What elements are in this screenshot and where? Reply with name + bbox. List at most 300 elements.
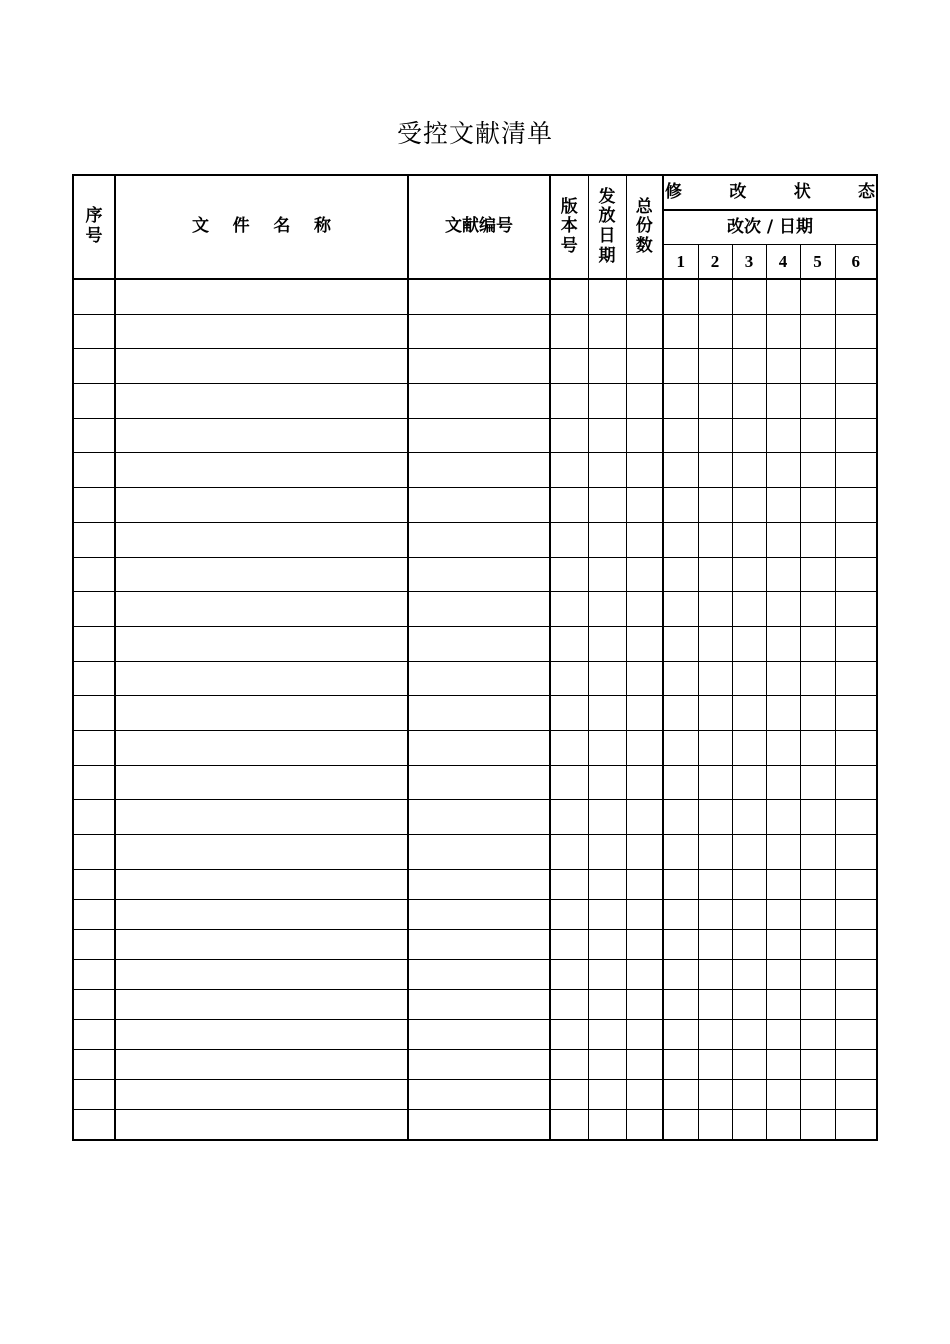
cell-revision-3[interactable] bbox=[732, 384, 766, 419]
cell-revision-6[interactable] bbox=[835, 418, 877, 453]
cell-file-name[interactable] bbox=[115, 1049, 408, 1079]
cell-doc-code[interactable] bbox=[408, 1109, 550, 1140]
cell-revision-1[interactable] bbox=[663, 592, 698, 627]
cell-seq[interactable] bbox=[73, 730, 115, 765]
cell-version[interactable] bbox=[550, 929, 588, 959]
cell-revision-1[interactable] bbox=[663, 1079, 698, 1109]
cell-revision-5[interactable] bbox=[800, 384, 835, 419]
cell-seq[interactable] bbox=[73, 835, 115, 870]
cell-revision-5[interactable] bbox=[800, 989, 835, 1019]
cell-revision-4[interactable] bbox=[766, 899, 800, 929]
cell-version[interactable] bbox=[550, 800, 588, 835]
cell-revision-1[interactable] bbox=[663, 929, 698, 959]
cell-seq[interactable] bbox=[73, 1079, 115, 1109]
cell-revision-3[interactable] bbox=[732, 730, 766, 765]
cell-revision-3[interactable] bbox=[732, 314, 766, 349]
cell-revision-4[interactable] bbox=[766, 557, 800, 592]
cell-revision-4[interactable] bbox=[766, 488, 800, 523]
cell-revision-1[interactable] bbox=[663, 418, 698, 453]
cell-version[interactable] bbox=[550, 1049, 588, 1079]
cell-issue-date[interactable] bbox=[588, 730, 626, 765]
cell-revision-2[interactable] bbox=[698, 899, 732, 929]
cell-revision-6[interactable] bbox=[835, 522, 877, 557]
cell-revision-1[interactable] bbox=[663, 661, 698, 696]
cell-doc-code[interactable] bbox=[408, 869, 550, 899]
cell-doc-code[interactable] bbox=[408, 557, 550, 592]
cell-revision-4[interactable] bbox=[766, 522, 800, 557]
cell-revision-6[interactable] bbox=[835, 557, 877, 592]
cell-doc-code[interactable] bbox=[408, 661, 550, 696]
cell-revision-1[interactable] bbox=[663, 557, 698, 592]
cell-revision-1[interactable] bbox=[663, 349, 698, 384]
cell-issue-date[interactable] bbox=[588, 592, 626, 627]
cell-revision-5[interactable] bbox=[800, 279, 835, 314]
cell-file-name[interactable] bbox=[115, 384, 408, 419]
cell-file-name[interactable] bbox=[115, 1019, 408, 1049]
cell-seq[interactable] bbox=[73, 1049, 115, 1079]
cell-revision-5[interactable] bbox=[800, 835, 835, 870]
cell-revision-6[interactable] bbox=[835, 453, 877, 488]
cell-issue-date[interactable] bbox=[588, 626, 626, 661]
cell-seq[interactable] bbox=[73, 626, 115, 661]
cell-seq[interactable] bbox=[73, 1019, 115, 1049]
cell-doc-code[interactable] bbox=[408, 1019, 550, 1049]
cell-revision-2[interactable] bbox=[698, 557, 732, 592]
cell-revision-5[interactable] bbox=[800, 1049, 835, 1079]
cell-revision-4[interactable] bbox=[766, 730, 800, 765]
cell-revision-5[interactable] bbox=[800, 959, 835, 989]
cell-revision-6[interactable] bbox=[835, 592, 877, 627]
cell-file-name[interactable] bbox=[115, 661, 408, 696]
cell-issue-date[interactable] bbox=[588, 279, 626, 314]
cell-issue-date[interactable] bbox=[588, 661, 626, 696]
cell-issue-date[interactable] bbox=[588, 1049, 626, 1079]
cell-total-copies[interactable] bbox=[626, 418, 663, 453]
cell-revision-1[interactable] bbox=[663, 279, 698, 314]
cell-total-copies[interactable] bbox=[626, 765, 663, 800]
cell-total-copies[interactable] bbox=[626, 929, 663, 959]
cell-doc-code[interactable] bbox=[408, 989, 550, 1019]
cell-version[interactable] bbox=[550, 349, 588, 384]
cell-issue-date[interactable] bbox=[588, 765, 626, 800]
cell-revision-1[interactable] bbox=[663, 1019, 698, 1049]
cell-revision-6[interactable] bbox=[835, 765, 877, 800]
cell-revision-2[interactable] bbox=[698, 696, 732, 731]
cell-file-name[interactable] bbox=[115, 765, 408, 800]
cell-revision-3[interactable] bbox=[732, 1019, 766, 1049]
cell-version[interactable] bbox=[550, 661, 588, 696]
cell-version[interactable] bbox=[550, 869, 588, 899]
cell-doc-code[interactable] bbox=[408, 1079, 550, 1109]
cell-revision-3[interactable] bbox=[732, 835, 766, 870]
cell-revision-5[interactable] bbox=[800, 418, 835, 453]
cell-revision-1[interactable] bbox=[663, 384, 698, 419]
cell-version[interactable] bbox=[550, 730, 588, 765]
cell-revision-3[interactable] bbox=[732, 488, 766, 523]
cell-seq[interactable] bbox=[73, 279, 115, 314]
cell-revision-6[interactable] bbox=[835, 1019, 877, 1049]
cell-revision-2[interactable] bbox=[698, 314, 732, 349]
cell-version[interactable] bbox=[550, 522, 588, 557]
cell-total-copies[interactable] bbox=[626, 522, 663, 557]
cell-seq[interactable] bbox=[73, 800, 115, 835]
cell-revision-1[interactable] bbox=[663, 899, 698, 929]
cell-total-copies[interactable] bbox=[626, 696, 663, 731]
cell-file-name[interactable] bbox=[115, 989, 408, 1019]
cell-file-name[interactable] bbox=[115, 314, 408, 349]
cell-version[interactable] bbox=[550, 1019, 588, 1049]
cell-revision-6[interactable] bbox=[835, 314, 877, 349]
cell-issue-date[interactable] bbox=[588, 384, 626, 419]
cell-total-copies[interactable] bbox=[626, 1109, 663, 1140]
cell-file-name[interactable] bbox=[115, 626, 408, 661]
cell-revision-3[interactable] bbox=[732, 1049, 766, 1079]
cell-revision-2[interactable] bbox=[698, 279, 732, 314]
cell-file-name[interactable] bbox=[115, 696, 408, 731]
cell-version[interactable] bbox=[550, 557, 588, 592]
cell-issue-date[interactable] bbox=[588, 989, 626, 1019]
cell-revision-3[interactable] bbox=[732, 522, 766, 557]
cell-seq[interactable] bbox=[73, 314, 115, 349]
cell-revision-1[interactable] bbox=[663, 869, 698, 899]
cell-revision-3[interactable] bbox=[732, 959, 766, 989]
cell-revision-5[interactable] bbox=[800, 765, 835, 800]
cell-revision-1[interactable] bbox=[663, 522, 698, 557]
cell-doc-code[interactable] bbox=[408, 418, 550, 453]
cell-version[interactable] bbox=[550, 959, 588, 989]
cell-revision-2[interactable] bbox=[698, 626, 732, 661]
cell-file-name[interactable] bbox=[115, 1109, 408, 1140]
cell-revision-3[interactable] bbox=[732, 279, 766, 314]
cell-doc-code[interactable] bbox=[408, 899, 550, 929]
cell-revision-5[interactable] bbox=[800, 349, 835, 384]
cell-revision-2[interactable] bbox=[698, 418, 732, 453]
cell-revision-1[interactable] bbox=[663, 314, 698, 349]
cell-issue-date[interactable] bbox=[588, 1109, 626, 1140]
cell-revision-2[interactable] bbox=[698, 453, 732, 488]
cell-revision-1[interactable] bbox=[663, 835, 698, 870]
cell-revision-3[interactable] bbox=[732, 557, 766, 592]
cell-file-name[interactable] bbox=[115, 522, 408, 557]
cell-revision-3[interactable] bbox=[732, 349, 766, 384]
cell-total-copies[interactable] bbox=[626, 661, 663, 696]
cell-revision-5[interactable] bbox=[800, 800, 835, 835]
cell-seq[interactable] bbox=[73, 1109, 115, 1140]
cell-doc-code[interactable] bbox=[408, 626, 550, 661]
cell-revision-2[interactable] bbox=[698, 1049, 732, 1079]
cell-revision-1[interactable] bbox=[663, 453, 698, 488]
cell-total-copies[interactable] bbox=[626, 1049, 663, 1079]
cell-revision-6[interactable] bbox=[835, 384, 877, 419]
cell-total-copies[interactable] bbox=[626, 989, 663, 1019]
cell-file-name[interactable] bbox=[115, 592, 408, 627]
cell-seq[interactable] bbox=[73, 765, 115, 800]
cell-revision-4[interactable] bbox=[766, 989, 800, 1019]
cell-revision-2[interactable] bbox=[698, 929, 732, 959]
cell-revision-6[interactable] bbox=[835, 869, 877, 899]
cell-issue-date[interactable] bbox=[588, 418, 626, 453]
cell-revision-3[interactable] bbox=[732, 1109, 766, 1140]
cell-file-name[interactable] bbox=[115, 800, 408, 835]
cell-revision-5[interactable] bbox=[800, 869, 835, 899]
cell-revision-6[interactable] bbox=[835, 661, 877, 696]
cell-file-name[interactable] bbox=[115, 488, 408, 523]
cell-total-copies[interactable] bbox=[626, 592, 663, 627]
cell-revision-4[interactable] bbox=[766, 1109, 800, 1140]
cell-revision-4[interactable] bbox=[766, 696, 800, 731]
cell-revision-6[interactable] bbox=[835, 1049, 877, 1079]
cell-version[interactable] bbox=[550, 418, 588, 453]
cell-issue-date[interactable] bbox=[588, 959, 626, 989]
cell-revision-1[interactable] bbox=[663, 1049, 698, 1079]
cell-issue-date[interactable] bbox=[588, 453, 626, 488]
cell-issue-date[interactable] bbox=[588, 835, 626, 870]
cell-total-copies[interactable] bbox=[626, 730, 663, 765]
cell-doc-code[interactable] bbox=[408, 453, 550, 488]
cell-total-copies[interactable] bbox=[626, 384, 663, 419]
cell-doc-code[interactable] bbox=[408, 800, 550, 835]
cell-revision-3[interactable] bbox=[732, 869, 766, 899]
cell-version[interactable] bbox=[550, 989, 588, 1019]
cell-total-copies[interactable] bbox=[626, 1079, 663, 1109]
cell-revision-1[interactable] bbox=[663, 959, 698, 989]
cell-revision-5[interactable] bbox=[800, 899, 835, 929]
cell-file-name[interactable] bbox=[115, 418, 408, 453]
cell-revision-3[interactable] bbox=[732, 1079, 766, 1109]
cell-doc-code[interactable] bbox=[408, 765, 550, 800]
cell-revision-4[interactable] bbox=[766, 626, 800, 661]
cell-seq[interactable] bbox=[73, 349, 115, 384]
cell-revision-3[interactable] bbox=[732, 453, 766, 488]
cell-revision-3[interactable] bbox=[732, 626, 766, 661]
cell-revision-4[interactable] bbox=[766, 1049, 800, 1079]
cell-revision-6[interactable] bbox=[835, 800, 877, 835]
cell-doc-code[interactable] bbox=[408, 592, 550, 627]
cell-revision-2[interactable] bbox=[698, 661, 732, 696]
cell-file-name[interactable] bbox=[115, 279, 408, 314]
cell-file-name[interactable] bbox=[115, 899, 408, 929]
cell-revision-5[interactable] bbox=[800, 1019, 835, 1049]
cell-revision-5[interactable] bbox=[800, 1079, 835, 1109]
cell-seq[interactable] bbox=[73, 959, 115, 989]
cell-seq[interactable] bbox=[73, 557, 115, 592]
cell-total-copies[interactable] bbox=[626, 1019, 663, 1049]
cell-revision-4[interactable] bbox=[766, 279, 800, 314]
cell-issue-date[interactable] bbox=[588, 899, 626, 929]
cell-revision-4[interactable] bbox=[766, 835, 800, 870]
cell-total-copies[interactable] bbox=[626, 869, 663, 899]
cell-revision-5[interactable] bbox=[800, 661, 835, 696]
cell-issue-date[interactable] bbox=[588, 696, 626, 731]
cell-revision-2[interactable] bbox=[698, 522, 732, 557]
cell-revision-6[interactable] bbox=[835, 929, 877, 959]
cell-version[interactable] bbox=[550, 765, 588, 800]
cell-total-copies[interactable] bbox=[626, 453, 663, 488]
cell-revision-3[interactable] bbox=[732, 929, 766, 959]
cell-revision-5[interactable] bbox=[800, 592, 835, 627]
cell-version[interactable] bbox=[550, 488, 588, 523]
cell-revision-5[interactable] bbox=[800, 1109, 835, 1140]
cell-issue-date[interactable] bbox=[588, 929, 626, 959]
cell-revision-3[interactable] bbox=[732, 765, 766, 800]
cell-revision-2[interactable] bbox=[698, 592, 732, 627]
cell-revision-2[interactable] bbox=[698, 1019, 732, 1049]
cell-revision-2[interactable] bbox=[698, 869, 732, 899]
cell-file-name[interactable] bbox=[115, 730, 408, 765]
cell-revision-4[interactable] bbox=[766, 418, 800, 453]
cell-doc-code[interactable] bbox=[408, 929, 550, 959]
cell-revision-6[interactable] bbox=[835, 488, 877, 523]
cell-revision-2[interactable] bbox=[698, 989, 732, 1019]
cell-issue-date[interactable] bbox=[588, 1079, 626, 1109]
cell-revision-5[interactable] bbox=[800, 626, 835, 661]
cell-revision-5[interactable] bbox=[800, 696, 835, 731]
cell-doc-code[interactable] bbox=[408, 522, 550, 557]
cell-revision-2[interactable] bbox=[698, 1079, 732, 1109]
cell-revision-4[interactable] bbox=[766, 765, 800, 800]
cell-seq[interactable] bbox=[73, 418, 115, 453]
cell-revision-6[interactable] bbox=[835, 626, 877, 661]
cell-revision-1[interactable] bbox=[663, 488, 698, 523]
cell-file-name[interactable] bbox=[115, 835, 408, 870]
cell-version[interactable] bbox=[550, 626, 588, 661]
cell-total-copies[interactable] bbox=[626, 959, 663, 989]
cell-file-name[interactable] bbox=[115, 929, 408, 959]
cell-revision-2[interactable] bbox=[698, 835, 732, 870]
cell-revision-4[interactable] bbox=[766, 929, 800, 959]
cell-seq[interactable] bbox=[73, 661, 115, 696]
cell-revision-4[interactable] bbox=[766, 349, 800, 384]
cell-revision-6[interactable] bbox=[835, 835, 877, 870]
cell-revision-1[interactable] bbox=[663, 730, 698, 765]
cell-seq[interactable] bbox=[73, 989, 115, 1019]
cell-total-copies[interactable] bbox=[626, 835, 663, 870]
cell-revision-5[interactable] bbox=[800, 314, 835, 349]
cell-revision-2[interactable] bbox=[698, 349, 732, 384]
cell-version[interactable] bbox=[550, 1079, 588, 1109]
cell-total-copies[interactable] bbox=[626, 488, 663, 523]
cell-seq[interactable] bbox=[73, 929, 115, 959]
cell-seq[interactable] bbox=[73, 488, 115, 523]
cell-seq[interactable] bbox=[73, 522, 115, 557]
cell-version[interactable] bbox=[550, 279, 588, 314]
cell-issue-date[interactable] bbox=[588, 522, 626, 557]
cell-revision-4[interactable] bbox=[766, 800, 800, 835]
cell-version[interactable] bbox=[550, 835, 588, 870]
cell-issue-date[interactable] bbox=[588, 800, 626, 835]
cell-version[interactable] bbox=[550, 314, 588, 349]
cell-revision-6[interactable] bbox=[835, 899, 877, 929]
cell-revision-2[interactable] bbox=[698, 800, 732, 835]
cell-revision-1[interactable] bbox=[663, 626, 698, 661]
cell-revision-2[interactable] bbox=[698, 959, 732, 989]
cell-doc-code[interactable] bbox=[408, 349, 550, 384]
cell-issue-date[interactable] bbox=[588, 488, 626, 523]
cell-doc-code[interactable] bbox=[408, 1049, 550, 1079]
cell-revision-5[interactable] bbox=[800, 557, 835, 592]
cell-issue-date[interactable] bbox=[588, 869, 626, 899]
cell-file-name[interactable] bbox=[115, 959, 408, 989]
cell-version[interactable] bbox=[550, 592, 588, 627]
cell-doc-code[interactable] bbox=[408, 959, 550, 989]
cell-revision-2[interactable] bbox=[698, 488, 732, 523]
cell-total-copies[interactable] bbox=[626, 899, 663, 929]
cell-issue-date[interactable] bbox=[588, 349, 626, 384]
cell-revision-4[interactable] bbox=[766, 314, 800, 349]
cell-revision-4[interactable] bbox=[766, 384, 800, 419]
cell-revision-1[interactable] bbox=[663, 989, 698, 1019]
cell-revision-5[interactable] bbox=[800, 488, 835, 523]
cell-revision-6[interactable] bbox=[835, 279, 877, 314]
cell-revision-5[interactable] bbox=[800, 730, 835, 765]
cell-total-copies[interactable] bbox=[626, 314, 663, 349]
cell-revision-4[interactable] bbox=[766, 869, 800, 899]
cell-file-name[interactable] bbox=[115, 557, 408, 592]
cell-revision-6[interactable] bbox=[835, 349, 877, 384]
cell-seq[interactable] bbox=[73, 592, 115, 627]
cell-seq[interactable] bbox=[73, 696, 115, 731]
cell-version[interactable] bbox=[550, 696, 588, 731]
cell-revision-4[interactable] bbox=[766, 959, 800, 989]
cell-revision-1[interactable] bbox=[663, 765, 698, 800]
cell-total-copies[interactable] bbox=[626, 800, 663, 835]
cell-total-copies[interactable] bbox=[626, 557, 663, 592]
cell-doc-code[interactable] bbox=[408, 835, 550, 870]
cell-version[interactable] bbox=[550, 899, 588, 929]
cell-revision-2[interactable] bbox=[698, 765, 732, 800]
cell-version[interactable] bbox=[550, 1109, 588, 1140]
cell-doc-code[interactable] bbox=[408, 730, 550, 765]
cell-version[interactable] bbox=[550, 384, 588, 419]
cell-version[interactable] bbox=[550, 453, 588, 488]
cell-revision-1[interactable] bbox=[663, 1109, 698, 1140]
cell-revision-3[interactable] bbox=[732, 592, 766, 627]
cell-revision-3[interactable] bbox=[732, 899, 766, 929]
cell-file-name[interactable] bbox=[115, 869, 408, 899]
cell-revision-5[interactable] bbox=[800, 522, 835, 557]
cell-file-name[interactable] bbox=[115, 349, 408, 384]
cell-seq[interactable] bbox=[73, 899, 115, 929]
cell-revision-3[interactable] bbox=[732, 661, 766, 696]
cell-revision-2[interactable] bbox=[698, 384, 732, 419]
cell-revision-2[interactable] bbox=[698, 730, 732, 765]
cell-file-name[interactable] bbox=[115, 453, 408, 488]
cell-total-copies[interactable] bbox=[626, 349, 663, 384]
cell-revision-1[interactable] bbox=[663, 800, 698, 835]
cell-revision-3[interactable] bbox=[732, 696, 766, 731]
cell-revision-4[interactable] bbox=[766, 1019, 800, 1049]
cell-doc-code[interactable] bbox=[408, 314, 550, 349]
cell-revision-5[interactable] bbox=[800, 453, 835, 488]
cell-revision-6[interactable] bbox=[835, 959, 877, 989]
cell-revision-1[interactable] bbox=[663, 696, 698, 731]
cell-issue-date[interactable] bbox=[588, 557, 626, 592]
cell-issue-date[interactable] bbox=[588, 1019, 626, 1049]
cell-revision-4[interactable] bbox=[766, 592, 800, 627]
cell-total-copies[interactable] bbox=[626, 626, 663, 661]
cell-issue-date[interactable] bbox=[588, 314, 626, 349]
cell-revision-5[interactable] bbox=[800, 929, 835, 959]
cell-revision-6[interactable] bbox=[835, 1079, 877, 1109]
cell-doc-code[interactable] bbox=[408, 384, 550, 419]
cell-revision-6[interactable] bbox=[835, 989, 877, 1019]
cell-revision-6[interactable] bbox=[835, 730, 877, 765]
cell-seq[interactable] bbox=[73, 869, 115, 899]
cell-revision-4[interactable] bbox=[766, 453, 800, 488]
cell-revision-3[interactable] bbox=[732, 989, 766, 1019]
cell-revision-3[interactable] bbox=[732, 800, 766, 835]
cell-revision-6[interactable] bbox=[835, 696, 877, 731]
